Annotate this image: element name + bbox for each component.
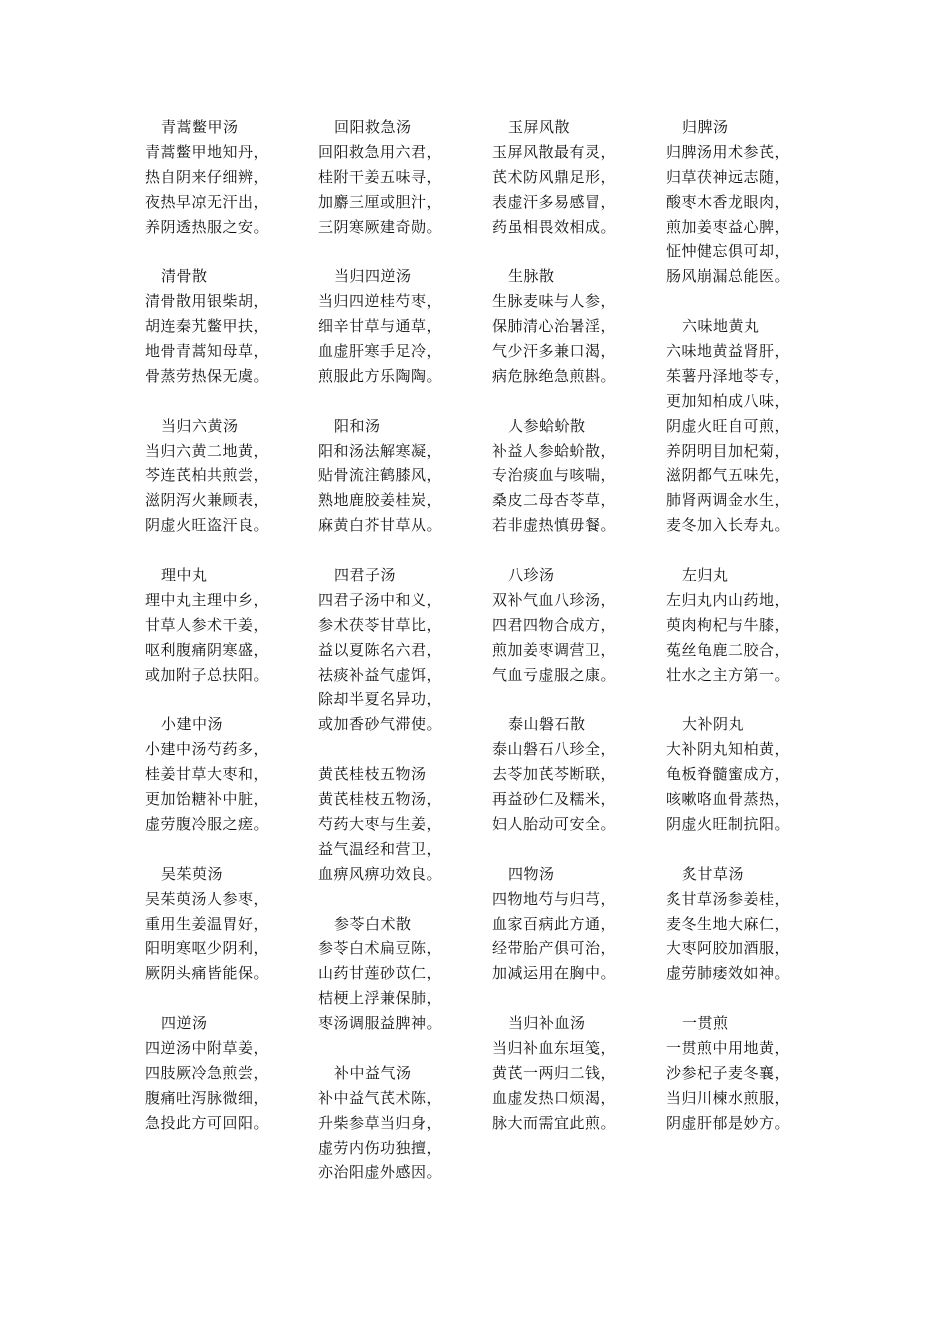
verse-line: 阴虚火旺自可煎， [666, 416, 791, 435]
verse-line: 四君四物合成方， [492, 615, 617, 634]
verse-column [318, 115, 518, 1185]
formula-title: 生脉散 [508, 267, 555, 286]
verse-line: 补益人参蛤蚧散， [492, 441, 617, 460]
formula-title: 左归丸 [682, 566, 729, 585]
verse-line: 四物地芍与归芎， [492, 889, 617, 908]
verse-line: 归草茯神远志随， [666, 167, 791, 186]
verse-line: 经带胎产俱可治， [492, 939, 617, 958]
verse-line: 再益砂仁及糯米， [492, 790, 617, 809]
verse-line: 煎加姜枣益心脾， [666, 217, 791, 236]
verse-line: 小建中汤芍药多， [145, 740, 270, 759]
formula-title: 黄芪桂枝五物汤 [318, 765, 427, 784]
verse-line: 虚劳内伤功独擅， [318, 1138, 443, 1157]
verse-line: 煎加姜枣调营卫， [492, 640, 617, 659]
formula-title: 泰山磐石散 [508, 715, 586, 734]
verse-line: 泰山磐石八珍全， [492, 740, 617, 759]
formula-title: 补中益气汤 [334, 1063, 412, 1082]
verse-line: 龟板脊髓蜜成方， [666, 765, 791, 784]
verse-line: 青蒿鳖甲地知丹， [145, 142, 270, 161]
verse-line: 专治痰血与咳喘， [492, 466, 617, 485]
spacer [145, 389, 345, 414]
formula-title: 理中丸 [161, 566, 208, 585]
verse-line: 阳明寒呕少阴利， [145, 939, 270, 958]
verse-line: 血痹风痹功效良。 [318, 864, 443, 883]
verse-line: 四君子汤中和义， [318, 590, 443, 609]
spacer [492, 239, 692, 264]
formula-title: 六味地黄丸 [682, 317, 760, 336]
verse-line: 吴茱萸汤人参枣， [145, 889, 270, 908]
verse-line: 或加附子总扶阳。 [145, 665, 270, 684]
verse-line: 滋阴都气五味先， [666, 466, 791, 485]
verse-line: 腹痛吐泻脉微细， [145, 1088, 270, 1107]
spacer [318, 538, 518, 563]
verse-line: 表虚汗多易感冒， [492, 192, 617, 211]
formula-title: 回阳救急汤 [334, 118, 412, 136]
formula-title: 青蒿鳖甲汤 [161, 118, 239, 136]
verse-line: 呕利腹痛阴寒盛， [145, 640, 270, 659]
verse-line: 桂姜甘草大枣和， [145, 765, 270, 784]
verse-line: 归脾汤用术参芪， [666, 142, 791, 161]
spacer [318, 887, 518, 912]
formula-title: 四逆汤 [161, 1014, 208, 1033]
verse-line: 芪术防风鼎足形， [492, 167, 617, 186]
spacer [666, 687, 866, 712]
spacer [145, 687, 345, 712]
verse-line: 妇人胎动可安全。 [492, 814, 617, 833]
verse-line: 甘草人参术干姜， [145, 615, 270, 634]
verse-line: 血家百病此方通， [492, 914, 617, 933]
spacer [666, 538, 866, 563]
verse-line: 萸肉枸杞与牛膝， [666, 615, 791, 634]
verse-line: 气少汗多兼口渴， [492, 342, 617, 361]
verse-line: 若非虚热慎毋餐。 [492, 516, 617, 535]
verse-line: 理中丸主理中乡， [145, 590, 270, 609]
spacer [145, 837, 345, 862]
spacer [318, 239, 518, 264]
verse-line: 养阴透热服之安。 [145, 217, 270, 236]
verse-line: 药虽相畏效相成。 [492, 217, 617, 236]
verse-line: 加麝三厘或胆汁， [318, 192, 443, 211]
verse-line: 熟地鹿胶姜桂炭， [318, 491, 443, 510]
verse-line: 黄芪一两归二钱， [492, 1063, 617, 1082]
verse-line: 夜热早凉无汗出， [145, 192, 270, 211]
verse-line: 参苓白术扁豆陈， [318, 939, 443, 958]
verse-line: 阴虚肝郁是妙方。 [666, 1113, 791, 1132]
verse-line: 阴虚火旺盗汗良。 [145, 516, 270, 535]
verse-line: 酸枣木香龙眼肉， [666, 192, 791, 211]
verse-line: 当归四逆桂芍枣， [318, 292, 443, 311]
verse-line: 茱薯丹泽地苓专， [666, 366, 791, 385]
verse-line: 骨蒸劳热保无虞。 [145, 366, 270, 385]
formula-title: 人参蛤蚧散 [508, 416, 586, 435]
verse-line: 清骨散用银柴胡， [145, 292, 270, 311]
formula-title: 清骨散 [161, 267, 208, 286]
verse-line: 煎服此方乐陶陶。 [318, 366, 443, 385]
verse-line: 益以夏陈名六君， [318, 640, 443, 659]
spacer [145, 239, 345, 264]
verse-line: 山药甘莲砂苡仁， [318, 964, 443, 983]
verse-line: 虚劳腹冷服之瘥。 [145, 814, 270, 833]
verse-line: 麦冬加入长寿丸。 [666, 516, 791, 535]
verse-line: 炙甘草汤参姜桂， [666, 889, 791, 908]
verse-line: 血虚肝寒手足冷， [318, 342, 443, 361]
verse-line: 热自阴来仔细辨， [145, 167, 270, 186]
spacer [666, 837, 866, 862]
spacer [318, 737, 518, 762]
verse-line: 更加饴糖补中脏， [145, 790, 270, 809]
verse-line: 麦冬生地大麻仁， [666, 914, 791, 933]
verse-line: 菟丝龟鹿二胶合， [666, 640, 791, 659]
formula-title: 阳和汤 [334, 416, 381, 435]
verse-line: 或加香砂气滞使。 [318, 715, 443, 734]
verse-line: 厥阴头痛皆能保。 [145, 964, 270, 983]
formula-title: 参苓白术散 [334, 914, 412, 933]
verse-column [666, 115, 866, 1136]
verse-line: 急投此方可回阳。 [145, 1113, 270, 1132]
formula-title: 八珍汤 [508, 566, 555, 585]
verse-line: 芍药大枣与生姜， [318, 814, 443, 833]
spacer [145, 986, 345, 1011]
verse-line: 除却半夏名异功， [318, 690, 443, 709]
verse-line: 四逆汤中附草姜， [145, 1038, 270, 1057]
verse-line: 保肺清心治暑淫， [492, 317, 617, 336]
verse-line: 回阳救急用六君， [318, 142, 443, 161]
verse-line: 加减运用在胸中。 [492, 964, 617, 983]
verse-line: 肺肾两调金水生， [666, 491, 791, 510]
verse-line: 玉屏风散最有灵， [492, 142, 617, 161]
verse-line: 三阴寒厥建奇勋。 [318, 217, 443, 236]
verse-line: 重用生姜温胃好， [145, 914, 270, 933]
verse-line: 亦治阳虚外感因。 [318, 1163, 443, 1182]
verse-line: 左归丸内山药地， [666, 590, 791, 609]
verse-line: 阴虚火旺制抗阳。 [666, 814, 791, 833]
spacer [492, 986, 692, 1011]
verse-line: 气血亏虚服之康。 [492, 665, 617, 684]
verse-line: 麻黄白芥甘草从。 [318, 516, 443, 535]
spacer [492, 538, 692, 563]
verse-line: 血虚发热口烦渴， [492, 1088, 617, 1107]
formula-title: 当归补血汤 [508, 1014, 586, 1033]
spacer [492, 389, 692, 414]
verse-line: 大枣阿胶加酒服， [666, 939, 791, 958]
verse-line: 贴骨流注鹤膝风， [318, 466, 443, 485]
verse-line: 升柴参草当归身， [318, 1113, 443, 1132]
verse-line: 胡连秦艽鳖甲扶， [145, 317, 270, 336]
verse-line: 桑皮二母杏苓草， [492, 491, 617, 510]
spacer [666, 289, 866, 314]
verse-line: 当归补血东垣笺， [492, 1038, 617, 1057]
verse-line: 去苓加芪芩断联， [492, 765, 617, 784]
formula-title: 一贯煎 [682, 1014, 729, 1033]
verse-line: 益气温经和营卫， [318, 839, 443, 858]
verse-line: 沙参杞子麦冬襄， [666, 1063, 791, 1082]
verse-line: 养阴明目加杞菊， [666, 441, 791, 460]
verse-line: 桔梗上浮兼保肺， [318, 989, 443, 1008]
formula-title: 四君子汤 [334, 566, 397, 585]
verse-line: 六味地黄益肾肝， [666, 342, 791, 361]
spacer [145, 538, 345, 563]
verse-line: 祛痰补益气虚饵， [318, 665, 443, 684]
formula-title: 吴茱萸汤 [161, 864, 224, 883]
verse-line: 四肢厥冷急煎尝， [145, 1063, 270, 1082]
verse-line: 大补阴丸知柏黄， [666, 740, 791, 759]
formula-title: 当归六黄汤 [161, 416, 239, 435]
verse-line: 参术茯苓甘草比， [318, 615, 443, 634]
verse-line: 当归川楝水煎服， [666, 1088, 791, 1107]
spacer [318, 389, 518, 414]
formula-title: 四物汤 [508, 864, 555, 883]
verse-line: 一贯煎中用地黄， [666, 1038, 791, 1057]
spacer [318, 1036, 518, 1061]
formula-title: 小建中汤 [161, 715, 224, 734]
verse-line: 病危脉绝急煎斟。 [492, 366, 617, 385]
formula-title: 玉屏风散 [508, 118, 571, 136]
verse-column [145, 115, 345, 1136]
verse-line: 芩连芪柏共煎尝， [145, 466, 270, 485]
verse-line: 枣汤调服益脾神。 [318, 1014, 443, 1033]
spacer [492, 837, 692, 862]
formula-title: 大补阴丸 [682, 715, 745, 734]
verse-line: 虚劳肺痿效如神。 [666, 964, 791, 983]
verse-line: 壮水之主方第一。 [666, 665, 791, 684]
verse-line: 脉大而需宜此煎。 [492, 1113, 617, 1132]
verse-line: 补中益气芪术陈， [318, 1088, 443, 1107]
verse-line: 细辛甘草与通草， [318, 317, 443, 336]
spacer [666, 986, 866, 1011]
formula-title: 归脾汤 [682, 118, 729, 136]
verse-column [492, 115, 692, 1136]
formula-title: 炙甘草汤 [682, 864, 745, 883]
verse-line: 咳嗽咯血骨蒸热， [666, 790, 791, 809]
verse-line: 滋阴泻火兼顾表， [145, 491, 270, 510]
verse-line: 双补气血八珍汤， [492, 590, 617, 609]
verse-line: 阳和汤法解寒凝， [318, 441, 443, 460]
verse-line: 更加知柏成八味， [666, 391, 791, 410]
spacer [492, 687, 692, 712]
verse-line: 桂附干姜五味寻， [318, 167, 443, 186]
verse-line: 地骨青蒿知母草， [145, 342, 270, 361]
formula-title: 当归四逆汤 [334, 267, 412, 286]
verse-line: 生脉麦味与人参， [492, 292, 617, 311]
verse-line: 当归六黄二地黄， [145, 441, 270, 460]
verse-line: 肠风崩漏总能医。 [666, 267, 791, 286]
verse-line: 怔忡健忘俱可却， [666, 242, 791, 261]
verse-line: 黄芪桂枝五物汤， [318, 790, 443, 809]
